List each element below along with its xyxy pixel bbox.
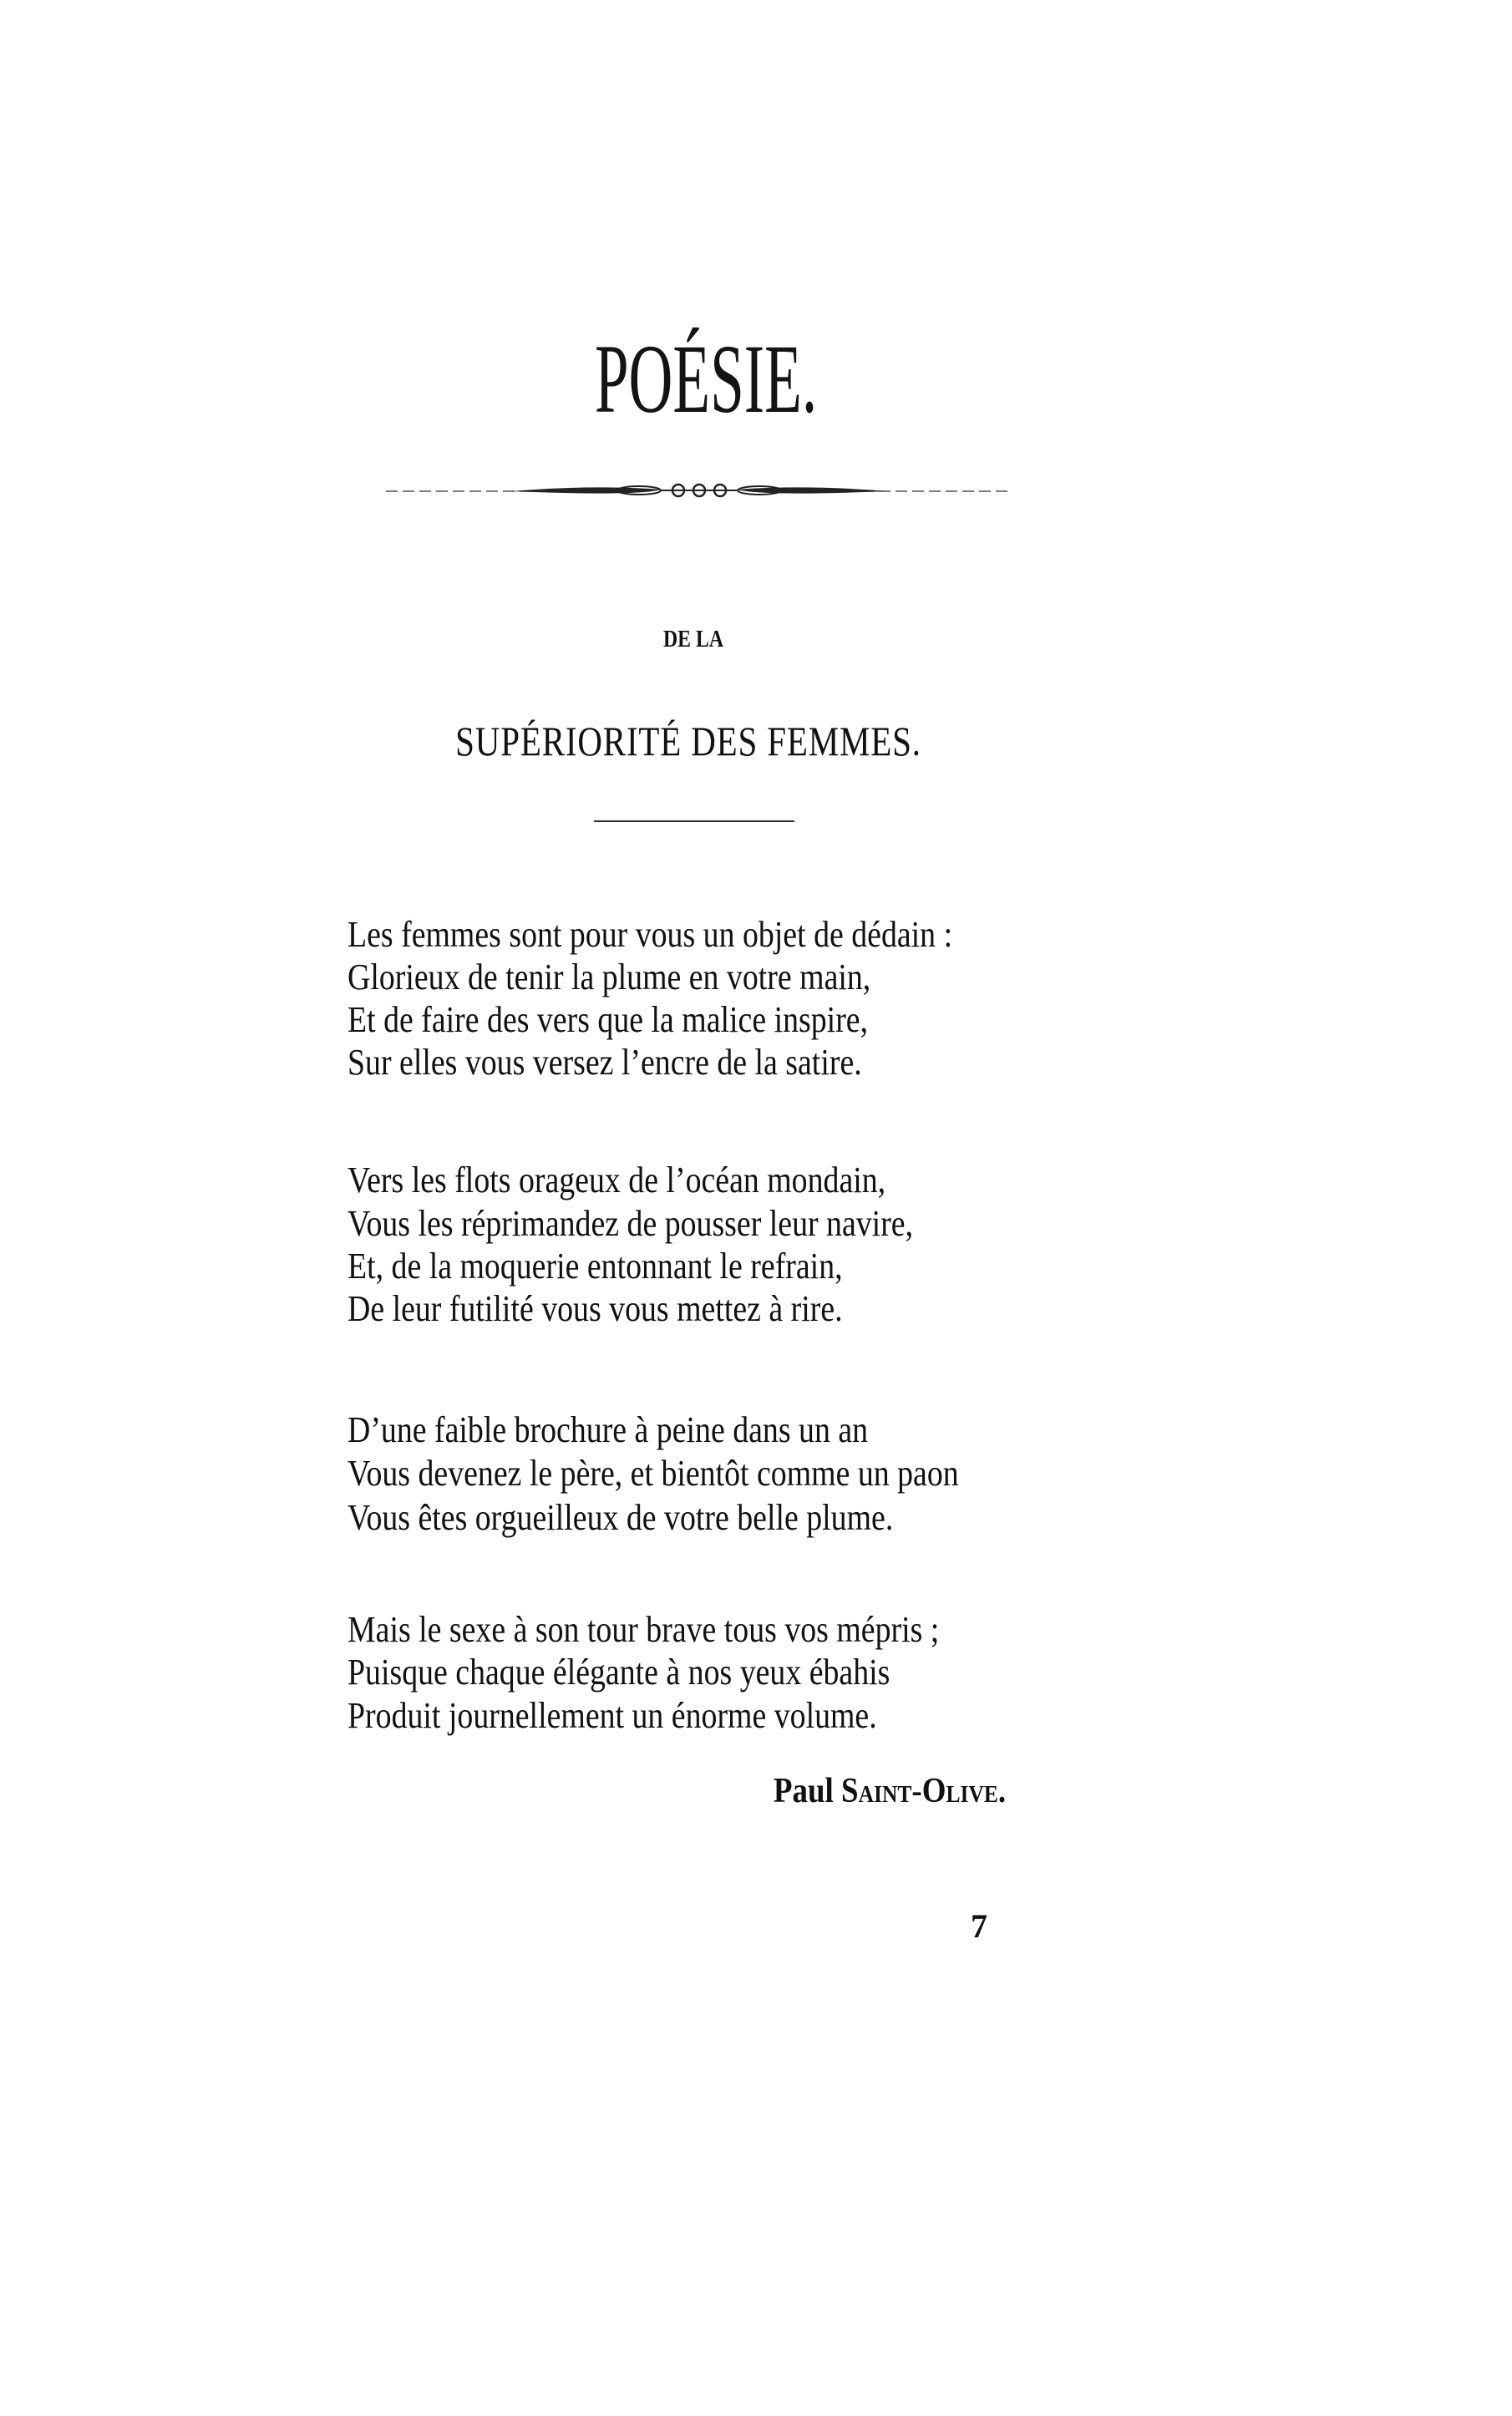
author-signature	[774, 1771, 1006, 1811]
decorative-rule-ornament-icon	[386, 478, 1012, 505]
poem-title: SUPÉRIORITÉ DES FEMMES.	[455, 718, 921, 764]
poem-line: Vous êtes orgueilleux de votre belle plume.	[348, 1497, 894, 1538]
poem-line: Mais le sexe à son tour brave tous vos mépris ;	[348, 1609, 940, 1650]
poem-line: Vous devenez le père, et bientôt comme un paon	[348, 1453, 959, 1494]
poem-line: Et de faire des vers que la malice inspire,	[348, 999, 869, 1040]
poem-line: Glorieux de tenir la plume en votre main,	[348, 957, 871, 997]
poem-line: Puisque chaque élégante à nos yeux ébahis	[348, 1652, 890, 1693]
poem-line: Sur elles vous versez l’encre de la satire.	[348, 1042, 862, 1083]
title-divider	[594, 820, 794, 822]
poem-line: De leur futilité vous vous mettez à rire.	[348, 1288, 843, 1329]
heading-prefix: DE LA	[662, 627, 724, 652]
poem-line: Vers les flots orageux de l’océan mondain,	[348, 1160, 886, 1200]
page-number: 7	[971, 1907, 987, 1945]
poem-line: Les femmes sont pour vous un objet de dédain :	[348, 914, 953, 955]
poem-line: D’une faible brochure à peine dans un an	[348, 1409, 869, 1450]
page-title: POÉSIE.	[594, 324, 818, 434]
poem-line: Produit journellement un énorme volume.	[348, 1695, 877, 1736]
poem-line: Et, de la moquerie entonnant le refrain,	[348, 1246, 843, 1287]
author-first-name: Paul	[773, 1772, 834, 1810]
author-last-name: Saint-Olive.	[840, 1772, 1006, 1810]
poem-line: Vous les réprimandez de pousser leur navire,	[348, 1203, 914, 1244]
